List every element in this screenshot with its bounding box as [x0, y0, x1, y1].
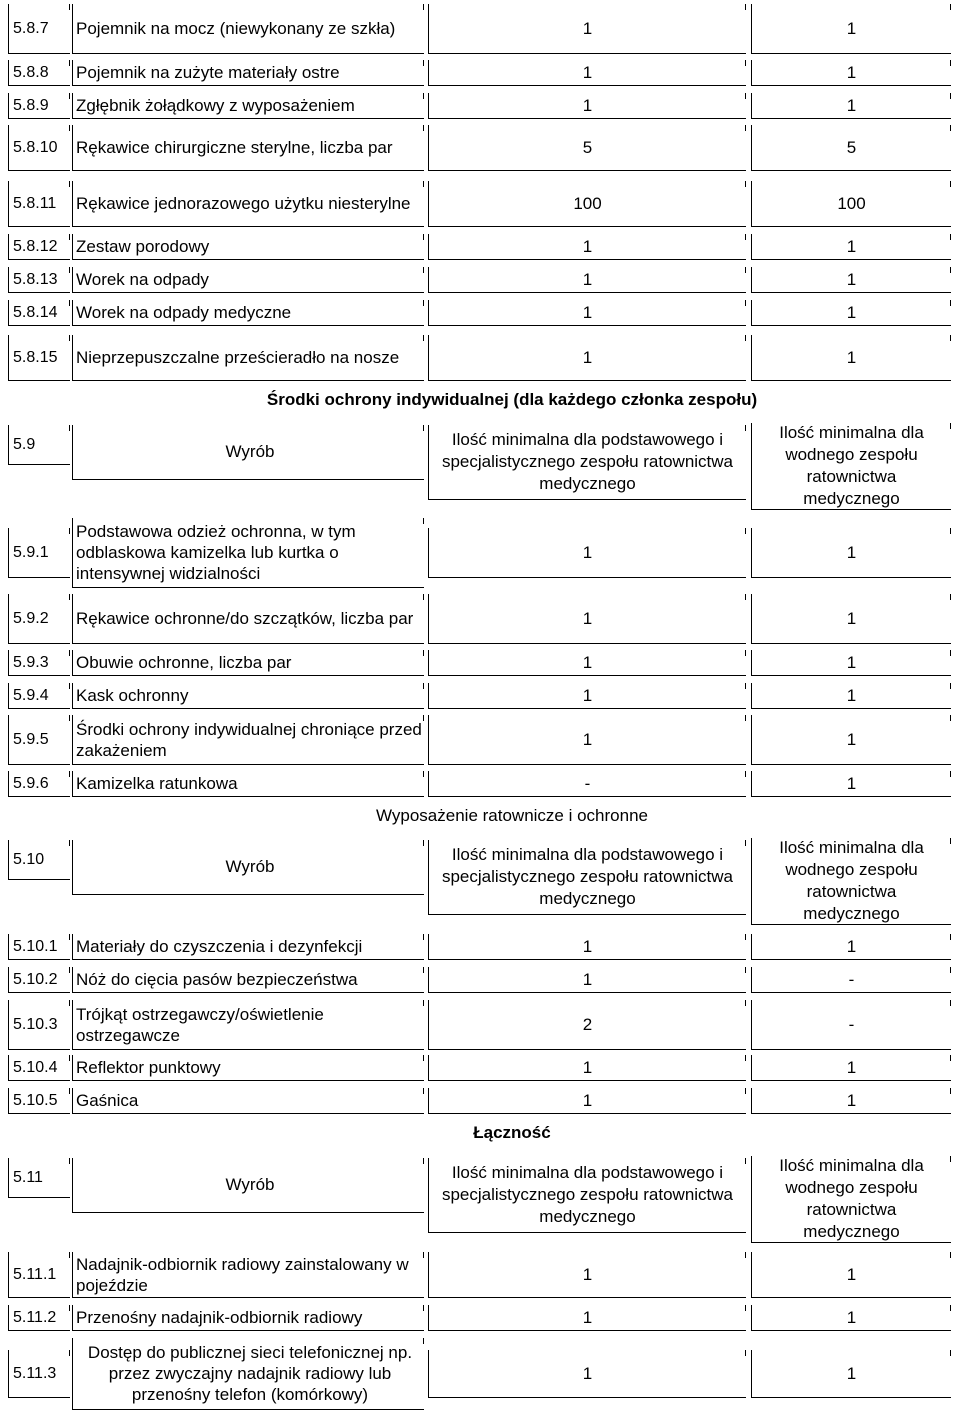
table-row [0, 181, 960, 227]
item-number: 5.9.4 [8, 683, 70, 709]
qty-basic: 1 [428, 4, 746, 54]
qty-basic: 1 [428, 234, 746, 260]
qty-basic: 1 [428, 934, 746, 960]
section-number: 5.11 [8, 1158, 70, 1198]
qty-water: 1 [751, 300, 951, 326]
qty-basic: 1 [428, 93, 746, 119]
column-header-water: Ilość minimalna dla wodnego zespołu ratownictwa medycznego [751, 1156, 951, 1243]
item-number: 5.8.12 [8, 234, 70, 260]
qty-water: 1 [751, 650, 951, 676]
item-number: 5.8.8 [8, 60, 70, 86]
item-number: 5.11.2 [8, 1305, 70, 1331]
item-number: 5.11.1 [8, 1252, 70, 1298]
qty-basic: 1 [428, 267, 746, 293]
table-row [0, 125, 960, 171]
qty-water: 1 [751, 60, 951, 86]
table-row [0, 234, 960, 260]
item-name: Worek na odpady medyczne [72, 300, 424, 326]
item-name: Nadajnik-odbiornik radiowy zainstalowany w pojeździe [72, 1252, 424, 1298]
qty-basic: 1 [428, 1088, 746, 1114]
table-row [0, 1252, 960, 1298]
item-name: Nieprzepuszczalne prześcieradło na nosze [72, 335, 424, 381]
table-row [0, 967, 960, 993]
column-header-basic: Ilość minimalna dla podstawowego i specjalistycznego zespołu ratownictwa medycznego [428, 425, 746, 500]
column-header-product: Wyrób [72, 425, 424, 480]
section-header-row [0, 1148, 960, 1243]
qty-water: 1 [751, 1350, 951, 1398]
item-number: 5.9.1 [8, 528, 70, 578]
qty-water: 1 [751, 93, 951, 119]
item-name: Zestaw porodowy [72, 234, 424, 260]
table-row [0, 715, 960, 765]
table-row [0, 1305, 960, 1331]
qty-basic: 100 [428, 181, 746, 227]
table-row [0, 4, 960, 54]
qty-water: 1 [751, 1055, 951, 1081]
column-header-basic: Ilość minimalna dla podstawowego i specjalistycznego zespołu ratownictwa medycznego [428, 840, 746, 915]
qty-water: 1 [751, 683, 951, 709]
qty-water: 1 [751, 528, 951, 578]
qty-basic: 1 [428, 1305, 746, 1331]
item-number: 5.9.6 [8, 771, 70, 797]
qty-water: 1 [751, 1252, 951, 1298]
qty-basic: 1 [428, 60, 746, 86]
column-header-product: Wyrób [72, 840, 424, 895]
item-name: Dostęp do publicznej sieci telefonicznej np. przez zwyczajny nadajnik radiowy lub przenośny telefon (komórkowy) [72, 1338, 424, 1410]
section-header-row [0, 830, 960, 925]
item-name: Rękawice chirurgiczne sterylne, liczba par [72, 125, 424, 171]
qty-water: 1 [751, 4, 951, 54]
item-name: Pojemnik na zużyte materiały ostre [72, 60, 424, 86]
qty-water: 1 [751, 1305, 951, 1331]
item-name: Gaśnica [72, 1088, 424, 1114]
table-row [0, 1088, 960, 1114]
item-name: Kask ochronny [72, 683, 424, 709]
item-name: Kamizelka ratunkowa [72, 771, 424, 797]
qty-water: 5 [751, 125, 951, 171]
item-number: 5.8.9 [8, 93, 70, 119]
table-row [0, 93, 960, 119]
column-header-basic: Ilość minimalna dla podstawowego i specjalistycznego zespołu ratownictwa medycznego [428, 1158, 746, 1233]
item-number: 5.8.13 [8, 267, 70, 293]
qty-water: 1 [751, 234, 951, 260]
qty-water: 1 [751, 267, 951, 293]
qty-water: - [751, 967, 951, 993]
item-number: 5.8.15 [8, 335, 70, 381]
table-row [0, 60, 960, 86]
table-row [0, 267, 960, 293]
qty-basic: 1 [428, 528, 746, 578]
item-name: Zgłębnik żołądkowy z wyposażeniem [72, 93, 424, 119]
column-header-water: Ilość minimalna dla wodnego zespołu ratownictwa medycznego [751, 838, 951, 925]
table-row [0, 1000, 960, 1050]
item-number: 5.8.11 [8, 181, 70, 227]
item-name: Rękawice ochronne/do szczątków, liczba par [72, 594, 424, 644]
item-name: Pojemnik na mocz (niewykonany ze szkła) [72, 4, 424, 54]
section-title: Środki ochrony indywidualnej (dla każdego członka zespołu) [266, 390, 758, 409]
qty-basic: 2 [428, 1000, 746, 1050]
section-title: Wyposażenie ratownicze i ochronne [376, 806, 648, 825]
item-number: 5.9.2 [8, 594, 70, 644]
column-header-water: Ilość minimalna dla wodnego zespołu ratownictwa medycznego [751, 423, 951, 510]
table-row [0, 1055, 960, 1081]
item-name: Obuwie ochronne, liczba par [72, 650, 424, 676]
section-header-row [0, 415, 960, 510]
qty-basic: 1 [428, 300, 746, 326]
section-title: Łączność [473, 1123, 551, 1142]
table-row [0, 594, 960, 644]
qty-basic: 1 [428, 967, 746, 993]
qty-basic: 1 [428, 1350, 746, 1398]
qty-basic: 1 [428, 683, 746, 709]
table-row [0, 518, 960, 588]
item-name: Reflektor punktowy [72, 1055, 424, 1081]
table-row [0, 300, 960, 326]
item-number: 5.10.3 [8, 1000, 70, 1050]
item-name: Worek na odpady [72, 267, 424, 293]
item-name: Przenośny nadajnik-odbiornik radiowy [72, 1305, 424, 1331]
item-number: 5.10.4 [8, 1055, 70, 1081]
item-name: Nóż do cięcia pasów bezpieczeństwa [72, 967, 424, 993]
qty-basic: 1 [428, 1055, 746, 1081]
qty-water: 1 [751, 934, 951, 960]
item-number: 5.9.5 [8, 715, 70, 765]
item-number: 5.8.14 [8, 300, 70, 326]
qty-basic: 5 [428, 125, 746, 171]
table-row [0, 771, 960, 797]
qty-basic: 1 [428, 650, 746, 676]
column-header-product: Wyrób [72, 1158, 424, 1213]
item-number: 5.8.7 [8, 4, 70, 54]
table-row [0, 650, 960, 676]
item-name: Środki ochrony indywidualnej chroniące przed zakażeniem [72, 715, 424, 765]
qty-basic: 1 [428, 715, 746, 765]
qty-water: 1 [751, 715, 951, 765]
section-number: 5.9 [8, 425, 70, 465]
qty-basic: 1 [428, 335, 746, 381]
item-number: 5.8.10 [8, 125, 70, 171]
qty-basic: 1 [428, 1252, 746, 1298]
qty-water: 100 [751, 181, 951, 227]
table-row [0, 934, 960, 960]
qty-water: - [751, 1000, 951, 1050]
qty-water: 1 [751, 771, 951, 797]
qty-basic: 1 [428, 594, 746, 644]
qty-basic: - [428, 771, 746, 797]
item-number: 5.9.3 [8, 650, 70, 676]
item-number: 5.11.3 [8, 1350, 70, 1398]
item-name: Materiały do czyszczenia i dezynfekcji [72, 934, 424, 960]
item-number: 5.10.5 [8, 1088, 70, 1114]
item-name: Rękawice jednorazowego użytku niesterylne [72, 181, 424, 227]
item-name: Podstawowa odzież ochronna, w tym odblaskowa kamizelka lub kurtka o intensywnej widzialności [72, 518, 424, 588]
qty-water: 1 [751, 1088, 951, 1114]
section-number: 5.10 [8, 840, 70, 880]
table-row [0, 1338, 960, 1410]
table-row [0, 683, 960, 709]
table-row [0, 335, 960, 381]
item-number: 5.10.2 [8, 967, 70, 993]
qty-water: 1 [751, 594, 951, 644]
item-name: Trójkąt ostrzegawczy/oświetlenie ostrzegawcze [72, 1000, 424, 1050]
qty-water: 1 [751, 335, 951, 381]
item-number: 5.10.1 [8, 934, 70, 960]
